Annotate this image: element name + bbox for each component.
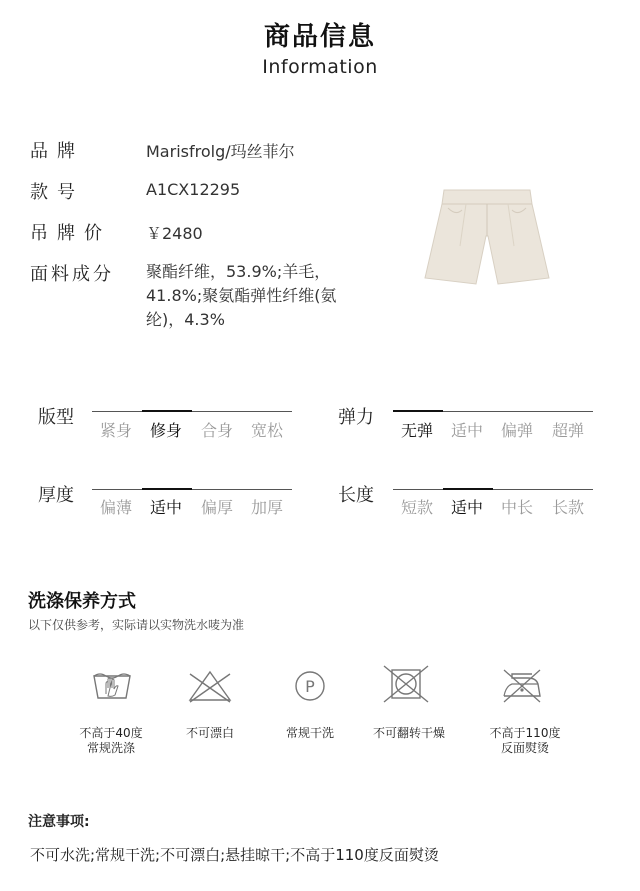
thickness-scale-marker bbox=[142, 488, 192, 490]
brand-value: Marisfrolg/玛丝菲尔 bbox=[146, 142, 295, 161]
notes-text: 不可水洗;常规干洗;不可漂白;悬挂晾干;不高于110度反面熨烫 bbox=[30, 846, 439, 864]
fit-option: 合身 bbox=[200, 421, 233, 440]
length-scale-marker bbox=[443, 488, 493, 490]
stretch-option: 适中 bbox=[450, 421, 483, 440]
hand-wash-icon bbox=[88, 664, 136, 704]
fit-label: 版型 bbox=[38, 407, 74, 428]
care-label bbox=[155, 726, 265, 741]
fit-option: 紧身 bbox=[99, 421, 132, 440]
stretch-scale-marker bbox=[393, 410, 443, 412]
stretch-label: 弹力 bbox=[338, 407, 374, 428]
length-option-selected: 适中 bbox=[450, 498, 483, 517]
product-image bbox=[422, 186, 552, 290]
fabric-value: 聚酯纤维，53.9%;羊毛，41.8%;聚氨酯弹性纤维(氨纶)，4.3% bbox=[146, 262, 337, 329]
fit-option-selected: 修身 bbox=[149, 421, 182, 440]
notes-title: 注意事项: bbox=[28, 814, 90, 830]
length-option: 长款 bbox=[551, 498, 584, 517]
thickness-option: 偏厚 bbox=[200, 498, 233, 517]
dry-clean-letter: P bbox=[305, 677, 315, 696]
care-section-subtitle: 以下仅供参考，实际请以实物洗水唛为准 bbox=[28, 618, 245, 632]
price-value: ￥2480 bbox=[146, 224, 203, 243]
length-scale-line bbox=[393, 489, 593, 490]
care-label-line: 常规干洗 bbox=[285, 726, 334, 740]
style-number-value: A1CX12295 bbox=[146, 180, 241, 199]
fit-scale-marker bbox=[142, 410, 192, 412]
length-option: 中长 bbox=[500, 498, 533, 517]
page-title: 商品信息 bbox=[263, 22, 376, 52]
fabric-label: 面料成分 bbox=[30, 264, 114, 285]
fit-option: 宽松 bbox=[250, 421, 283, 440]
page-subtitle: Information bbox=[262, 56, 378, 78]
thickness-label: 厚度 bbox=[38, 485, 74, 506]
length-label: 长度 bbox=[338, 485, 374, 506]
care-label-line: 不高于40度 bbox=[79, 726, 143, 740]
iron-reverse-icon bbox=[498, 664, 546, 704]
dry-clean-icon bbox=[286, 666, 334, 706]
care-label bbox=[470, 726, 580, 756]
stretch-option-selected: 无弹 bbox=[400, 421, 433, 440]
care-label-line: 常规洗涤 bbox=[86, 741, 135, 755]
care-label-line: 不高于110度 bbox=[489, 726, 561, 740]
no-tumble-dry-icon bbox=[382, 664, 430, 704]
thickness-option-selected: 适中 bbox=[149, 498, 182, 517]
care-label-line: 不可翻转干燥 bbox=[372, 726, 445, 740]
fit-scale-line bbox=[92, 411, 292, 412]
thickness-option: 偏薄 bbox=[99, 498, 132, 517]
brand-label: 品牌 bbox=[30, 141, 84, 162]
care-label-line: 反面熨烫 bbox=[500, 741, 549, 755]
price-label: 吊牌价 bbox=[30, 223, 111, 244]
stretch-option: 超弹 bbox=[551, 421, 584, 440]
care-label-line: 不可漂白 bbox=[185, 726, 234, 740]
care-label bbox=[354, 726, 464, 741]
length-option: 短款 bbox=[400, 498, 433, 517]
style-number-label: 款号 bbox=[30, 182, 84, 203]
no-bleach-icon bbox=[186, 666, 234, 706]
thickness-option: 加厚 bbox=[250, 498, 283, 517]
care-label bbox=[56, 726, 166, 756]
care-label bbox=[255, 726, 365, 741]
thickness-scale-line bbox=[92, 489, 292, 490]
care-section-title: 洗涤保养方式 bbox=[28, 591, 136, 612]
stretch-option: 偏弹 bbox=[500, 421, 533, 440]
